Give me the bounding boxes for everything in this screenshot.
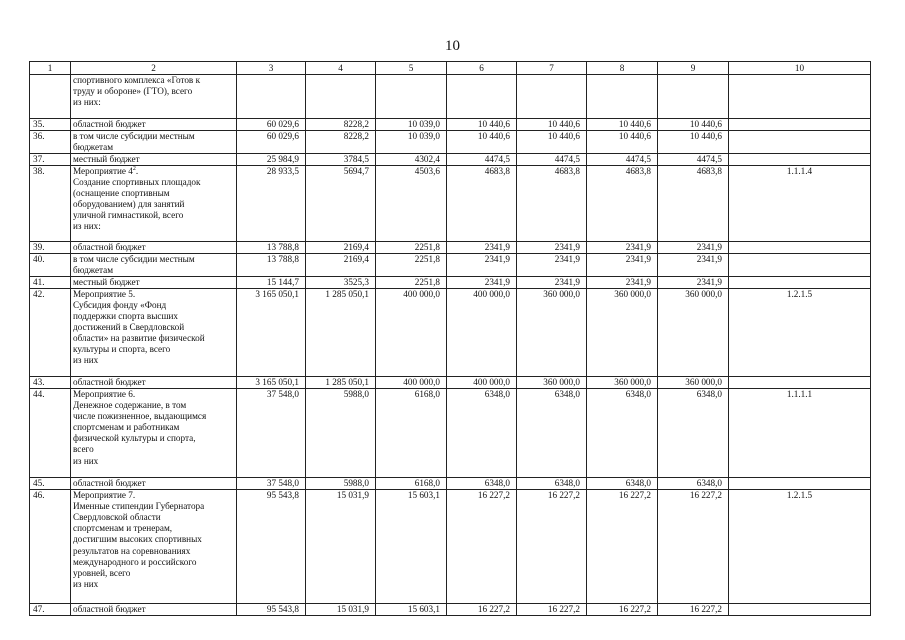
amount-cell-v7: 4474,5 <box>517 154 587 166</box>
amount-cell-v5: 400 000,0 <box>376 289 447 377</box>
column-header: 10 <box>729 62 871 75</box>
table-row <box>30 166 871 242</box>
item-name-text-rest: . Создание спортивных площадок (оснащение спортивным оборудованием) для занятий уличной гимнастикой, всего из них: <box>73 166 201 232</box>
item-name-cell: областной бюджет <box>71 478 237 490</box>
amount-cell-v5: 15 603,1 <box>376 490 447 604</box>
amount-cell-v8: 6348,0 <box>587 478 658 490</box>
amount-cell-v7: 360 000,0 <box>517 289 587 377</box>
row-number-cell: 38. <box>30 166 71 242</box>
row-number-cell: 44. <box>30 389 71 478</box>
amount-cell-v4: 2169,4 <box>306 242 376 254</box>
amount-cell-v7 <box>517 75 587 119</box>
row-number-cell: 43. <box>30 377 71 389</box>
amount-cell-v6: 400 000,0 <box>447 377 517 389</box>
amount-cell-v5: 4302,4 <box>376 154 447 166</box>
item-name-cell: областной бюджет <box>71 119 237 131</box>
amount-cell-v4: 1 285 050,1 <box>306 289 376 377</box>
amount-cell-v6: 2341,9 <box>447 277 517 289</box>
item-name-cell: в том числе субсидии местным бюджетам <box>71 254 237 277</box>
column-header: 4 <box>306 62 376 75</box>
item-name-text: Мероприятие 4 <box>73 166 133 177</box>
target-indicator-cell: 1.2.1.5 <box>729 289 871 377</box>
amount-cell-v7: 16 227,2 <box>517 604 587 616</box>
amount-cell-v9: 2341,9 <box>658 254 729 277</box>
amount-cell-v6: 10 440,6 <box>447 119 517 131</box>
table-row <box>30 277 871 289</box>
target-indicator-cell <box>729 254 871 277</box>
amount-cell-v6: 16 227,2 <box>447 490 517 604</box>
amount-cell-v9: 16 227,2 <box>658 604 729 616</box>
item-name-cell: Мероприятие 6. Денежное содержание, в том числе пожизненное, выдающимся спортсменам и работникам физической культуры и спорта, всего из них <box>71 389 237 478</box>
target-indicator-cell <box>729 377 871 389</box>
amount-cell-v3: 28 933,5 <box>237 166 306 242</box>
row-number-cell: 40. <box>30 254 71 277</box>
amount-cell-v4: 15 031,9 <box>306 604 376 616</box>
item-name-cell: в том числе субсидии местным бюджетам <box>71 131 237 154</box>
amount-cell-v7: 4683,8 <box>517 166 587 242</box>
table-row <box>30 377 871 389</box>
amount-cell-v4: 8228,2 <box>306 119 376 131</box>
amount-cell-v8: 16 227,2 <box>587 604 658 616</box>
item-name-cell: областной бюджет <box>71 242 237 254</box>
target-indicator-cell <box>729 131 871 154</box>
amount-cell-v5: 2251,8 <box>376 242 447 254</box>
amount-cell-v5: 15 603,1 <box>376 604 447 616</box>
amount-cell-v4: 15 031,9 <box>306 490 376 604</box>
amount-cell-v8: 2341,9 <box>587 242 658 254</box>
item-name-cell: местный бюджет <box>71 277 237 289</box>
amount-cell-v7: 360 000,0 <box>517 377 587 389</box>
amount-cell-v9: 10 440,6 <box>658 131 729 154</box>
table-row <box>30 242 871 254</box>
amount-cell-v9 <box>658 75 729 119</box>
header-row <box>30 62 871 75</box>
table-row <box>30 119 871 131</box>
item-name-cell: спортивного комплекса «Готов к труду и обороне» (ГТО), всего из них: <box>71 75 237 119</box>
row-number-cell: 47. <box>30 604 71 616</box>
column-header: 8 <box>587 62 658 75</box>
amount-cell-v7: 2341,9 <box>517 277 587 289</box>
amount-cell-v3: 95 543,8 <box>237 490 306 604</box>
target-indicator-cell <box>729 604 871 616</box>
amount-cell-v7: 2341,9 <box>517 254 587 277</box>
table-row <box>30 131 871 154</box>
amount-cell-v8: 2341,9 <box>587 277 658 289</box>
amount-cell-v5: 6168,0 <box>376 389 447 478</box>
amount-cell-v9: 10 440,6 <box>658 119 729 131</box>
item-name-cell: Мероприятие 5. Субсидия фонду «Фонд поддержки спорта высших достижений в Свердловской области» на развитие физической культуры и спорта, всего из них <box>71 289 237 377</box>
amount-cell-v5: 10 039,0 <box>376 119 447 131</box>
table-row <box>30 389 871 478</box>
item-name-cell: областной бюджет <box>71 377 237 389</box>
column-header: 9 <box>658 62 729 75</box>
table-row <box>30 604 871 616</box>
table-row <box>30 75 871 119</box>
amount-cell-v5: 2251,8 <box>376 254 447 277</box>
row-number-cell <box>30 75 71 119</box>
budget-table <box>29 61 871 616</box>
amount-cell-v5: 10 039,0 <box>376 131 447 154</box>
amount-cell-v3: 60 029,6 <box>237 131 306 154</box>
amount-cell-v3: 3 165 050,1 <box>237 289 306 377</box>
amount-cell-v3: 95 543,8 <box>237 604 306 616</box>
amount-cell-v4: 5988,0 <box>306 389 376 478</box>
item-name-cell: местный бюджет <box>71 154 237 166</box>
amount-cell-v3: 13 788,8 <box>237 254 306 277</box>
target-indicator-cell <box>729 277 871 289</box>
amount-cell-v3: 37 548,0 <box>237 478 306 490</box>
column-header: 6 <box>447 62 517 75</box>
amount-cell-v7: 10 440,6 <box>517 119 587 131</box>
table-row <box>30 254 871 277</box>
amount-cell-v6: 6348,0 <box>447 389 517 478</box>
amount-cell-v5: 4503,6 <box>376 166 447 242</box>
amount-cell-v6: 4683,8 <box>447 166 517 242</box>
amount-cell-v8: 4683,8 <box>587 166 658 242</box>
amount-cell-v6: 2341,9 <box>447 242 517 254</box>
amount-cell-v9: 360 000,0 <box>658 377 729 389</box>
amount-cell-v9: 2341,9 <box>658 242 729 254</box>
amount-cell-v8: 6348,0 <box>587 389 658 478</box>
amount-cell-v3: 25 984,9 <box>237 154 306 166</box>
row-number-cell: 42. <box>30 289 71 377</box>
amount-cell-v4 <box>306 75 376 119</box>
amount-cell-v7: 10 440,6 <box>517 131 587 154</box>
row-number-cell: 41. <box>30 277 71 289</box>
amount-cell-v3: 60 029,6 <box>237 119 306 131</box>
target-indicator-cell <box>729 242 871 254</box>
column-header: 7 <box>517 62 587 75</box>
target-indicator-cell <box>729 119 871 131</box>
amount-cell-v7: 16 227,2 <box>517 490 587 604</box>
table-row <box>30 490 871 604</box>
target-indicator-cell: 1.2.1.5 <box>729 490 871 604</box>
row-number-cell: 46. <box>30 490 71 604</box>
amount-cell-v4: 3525,3 <box>306 277 376 289</box>
amount-cell-v4: 8228,2 <box>306 131 376 154</box>
row-number-cell: 39. <box>30 242 71 254</box>
amount-cell-v6: 16 227,2 <box>447 604 517 616</box>
amount-cell-v9: 2341,9 <box>658 277 729 289</box>
amount-cell-v6: 6348,0 <box>447 478 517 490</box>
amount-cell-v5: 400 000,0 <box>376 377 447 389</box>
target-indicator-cell: 1.1.1.4 <box>729 166 871 242</box>
amount-cell-v6 <box>447 75 517 119</box>
table-row <box>30 478 871 490</box>
amount-cell-v8: 360 000,0 <box>587 289 658 377</box>
amount-cell-v4: 5988,0 <box>306 478 376 490</box>
column-header: 3 <box>237 62 306 75</box>
amount-cell-v4: 2169,4 <box>306 254 376 277</box>
amount-cell-v5: 2251,8 <box>376 277 447 289</box>
amount-cell-v3: 3 165 050,1 <box>237 377 306 389</box>
row-number-cell: 37. <box>30 154 71 166</box>
amount-cell-v9: 4474,5 <box>658 154 729 166</box>
target-indicator-cell: 1.1.1.1 <box>729 389 871 478</box>
amount-cell-v6: 2341,9 <box>447 254 517 277</box>
page-number: 10 <box>445 38 460 54</box>
amount-cell-v8: 360 000,0 <box>587 377 658 389</box>
table-row <box>30 154 871 166</box>
amount-cell-v7: 2341,9 <box>517 242 587 254</box>
column-header: 1 <box>30 62 71 75</box>
column-header: 5 <box>376 62 447 75</box>
item-name-cell <box>71 166 237 242</box>
row-number-cell: 36. <box>30 131 71 154</box>
table-row <box>30 289 871 377</box>
superscript-mark: 2 <box>132 166 136 173</box>
amount-cell-v8: 4474,5 <box>587 154 658 166</box>
amount-cell-v7: 6348,0 <box>517 478 587 490</box>
item-name-cell: областной бюджет <box>71 604 237 616</box>
amount-cell-v7: 6348,0 <box>517 389 587 478</box>
row-number-cell: 45. <box>30 478 71 490</box>
amount-cell-v4: 1 285 050,1 <box>306 377 376 389</box>
amount-cell-v6: 4474,5 <box>447 154 517 166</box>
amount-cell-v9: 360 000,0 <box>658 289 729 377</box>
amount-cell-v3: 15 144,7 <box>237 277 306 289</box>
amount-cell-v5 <box>376 75 447 119</box>
column-header: 2 <box>71 62 237 75</box>
amount-cell-v4: 3784,5 <box>306 154 376 166</box>
target-indicator-cell <box>729 154 871 166</box>
target-indicator-cell <box>729 478 871 490</box>
amount-cell-v6: 400 000,0 <box>447 289 517 377</box>
amount-cell-v9: 16 227,2 <box>658 490 729 604</box>
amount-cell-v9: 6348,0 <box>658 389 729 478</box>
amount-cell-v8: 2341,9 <box>587 254 658 277</box>
amount-cell-v8: 10 440,6 <box>587 131 658 154</box>
amount-cell-v6: 10 440,6 <box>447 131 517 154</box>
amount-cell-v3: 37 548,0 <box>237 389 306 478</box>
amount-cell-v8: 16 227,2 <box>587 490 658 604</box>
amount-cell-v8 <box>587 75 658 119</box>
item-name-cell: Мероприятие 7. Именные стипендии Губернатора Свердловской области спортсменам и тренерам, достигшим высоких спортивных результатов на соревнованиях международного и российского уровней, всего из них <box>71 490 237 604</box>
row-number-cell: 35. <box>30 119 71 131</box>
amount-cell-v4: 5694,7 <box>306 166 376 242</box>
amount-cell-v9: 4683,8 <box>658 166 729 242</box>
target-indicator-cell <box>729 75 871 119</box>
amount-cell-v8: 10 440,6 <box>587 119 658 131</box>
amount-cell-v3: 13 788,8 <box>237 242 306 254</box>
amount-cell-v9: 6348,0 <box>658 478 729 490</box>
amount-cell-v3 <box>237 75 306 119</box>
amount-cell-v5: 6168,0 <box>376 478 447 490</box>
